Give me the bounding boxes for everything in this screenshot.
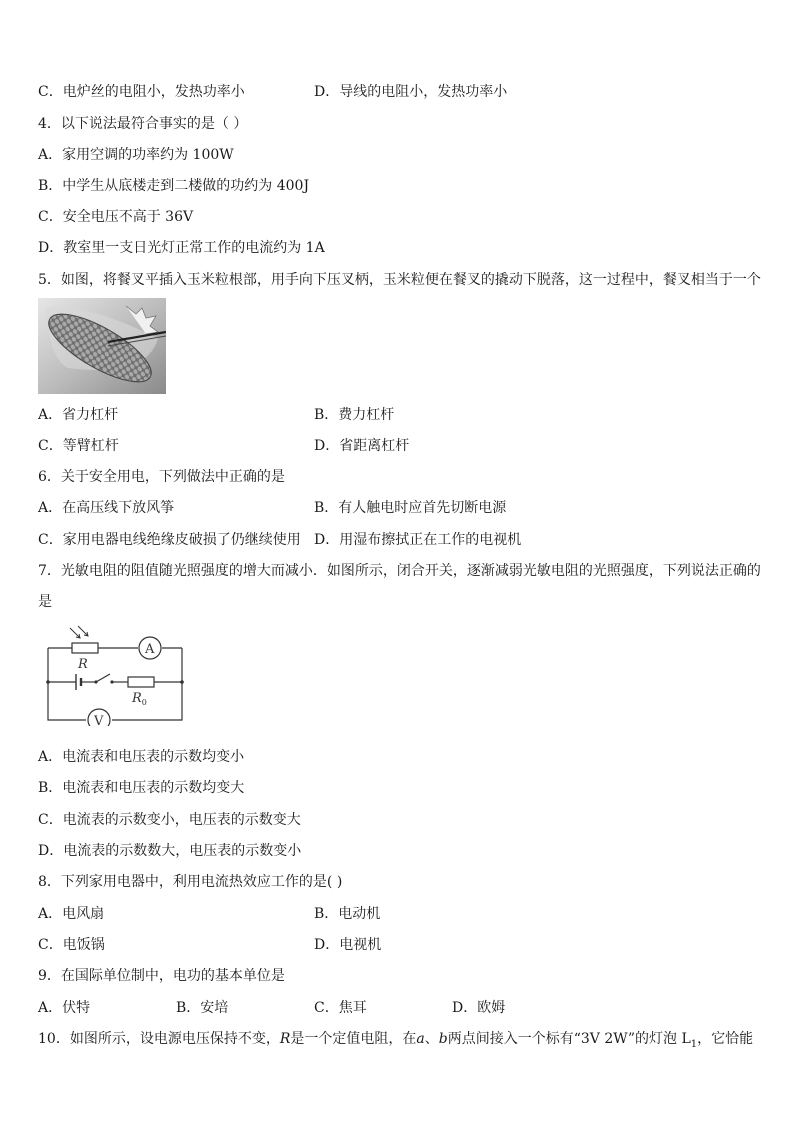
q7-option-b: B．电流表和电压表的示数均变大 bbox=[38, 780, 245, 796]
switch-icon bbox=[96, 674, 110, 682]
resistor-r0 bbox=[128, 677, 154, 687]
q7-option-c: C．电流表的示数变小，电压表的示数变大 bbox=[38, 812, 301, 828]
q7-stem-line-1: 7．光敏电阻的阻值随光照强度的增大而减小．如图所示，闭合开关，逐渐减弱光敏电阻的光照强度，下列说法正确的 bbox=[38, 563, 761, 579]
q5-stem: 5．如图，将餐叉平插入玉米粒根部，用手向下压叉柄，玉米粒便在餐叉的撬动下脱落，这一过程中，餐叉相当于一个 bbox=[38, 272, 761, 288]
q6-option-d: D．用湿布擦拭正在工作的电视机 bbox=[314, 532, 522, 548]
q6-stem: 6．关于安全用电，下列做法中正确的是 bbox=[38, 469, 285, 485]
q8-option-d: D．电视机 bbox=[314, 937, 382, 953]
q9-option-d: D．欧姆 bbox=[452, 1000, 506, 1016]
q9-stem: 9．在国际单位制中，电功的基本单位是 bbox=[38, 968, 285, 984]
q5-option-c: C．等臂杠杆 bbox=[38, 438, 119, 454]
q6-option-b: B．有人触电时应首先切断电源 bbox=[314, 500, 507, 516]
corn-fork-photo bbox=[38, 298, 166, 394]
photoresistor-r bbox=[72, 643, 98, 653]
q7-option-d: D．电流表的示数数大，电压表的示数变小 bbox=[38, 843, 302, 859]
voltmeter-label: V bbox=[94, 714, 104, 726]
ammeter-label: A bbox=[145, 642, 155, 657]
q6-option-c: C．家用电器电线绝缘皮破损了仍继续使用 bbox=[38, 532, 301, 548]
q7-option-a: A．电流表和电压表的示数均变小 bbox=[38, 749, 245, 765]
q5-option-a: A．省力杠杆 bbox=[38, 407, 119, 423]
q5-option-b: B．费力杠杆 bbox=[314, 407, 395, 423]
q4-stem: 4．以下说法最符合事实的是（ ） bbox=[38, 116, 248, 132]
q8-stem: 8．下列家用电器中，利用电流热效应工作的是( ) bbox=[38, 874, 343, 890]
q9-option-a: A．伏特 bbox=[38, 1000, 91, 1016]
q6-option-a: A．在高压线下放风筝 bbox=[38, 500, 175, 516]
q4-option-b: B．中学生从底楼走到二楼做的功约为 400J bbox=[38, 178, 310, 194]
q8-option-a: A．电风扇 bbox=[38, 906, 105, 922]
q7-stem-line-2: 是 bbox=[38, 594, 52, 610]
q7-circuit-diagram bbox=[40, 624, 188, 726]
q3-option-c: C．电炉丝的电阻小，发热功率小 bbox=[38, 84, 245, 100]
q5-option-d: D．省距离杠杆 bbox=[314, 438, 410, 454]
q3-option-d: D．导线的电阻小，发热功率小 bbox=[314, 84, 508, 100]
q4-option-d: D．教室里一支日光灯正常工作的电流约为 1A bbox=[38, 240, 325, 256]
q4-option-a: A．家用空调的功率约为 100W bbox=[38, 147, 234, 163]
q8-option-b: B．电动机 bbox=[314, 906, 381, 922]
r-label: R bbox=[78, 657, 88, 672]
q8-option-c: C．电饭锅 bbox=[38, 937, 105, 953]
q10-stem: 10．如图所示，设电源电压保持不变，R是一个定值电阻，在a、b两点间接入一个标有“3V 2W”的灯泡 $L_1$，它恰能 bbox=[38, 1031, 754, 1050]
q9-option-b: B．安培 bbox=[176, 1000, 229, 1016]
q4-option-c: C．安全电压不高于 36V bbox=[38, 209, 194, 225]
r0-label: $R_0$ bbox=[132, 691, 147, 707]
q9-option-c: C．焦耳 bbox=[314, 1000, 367, 1016]
